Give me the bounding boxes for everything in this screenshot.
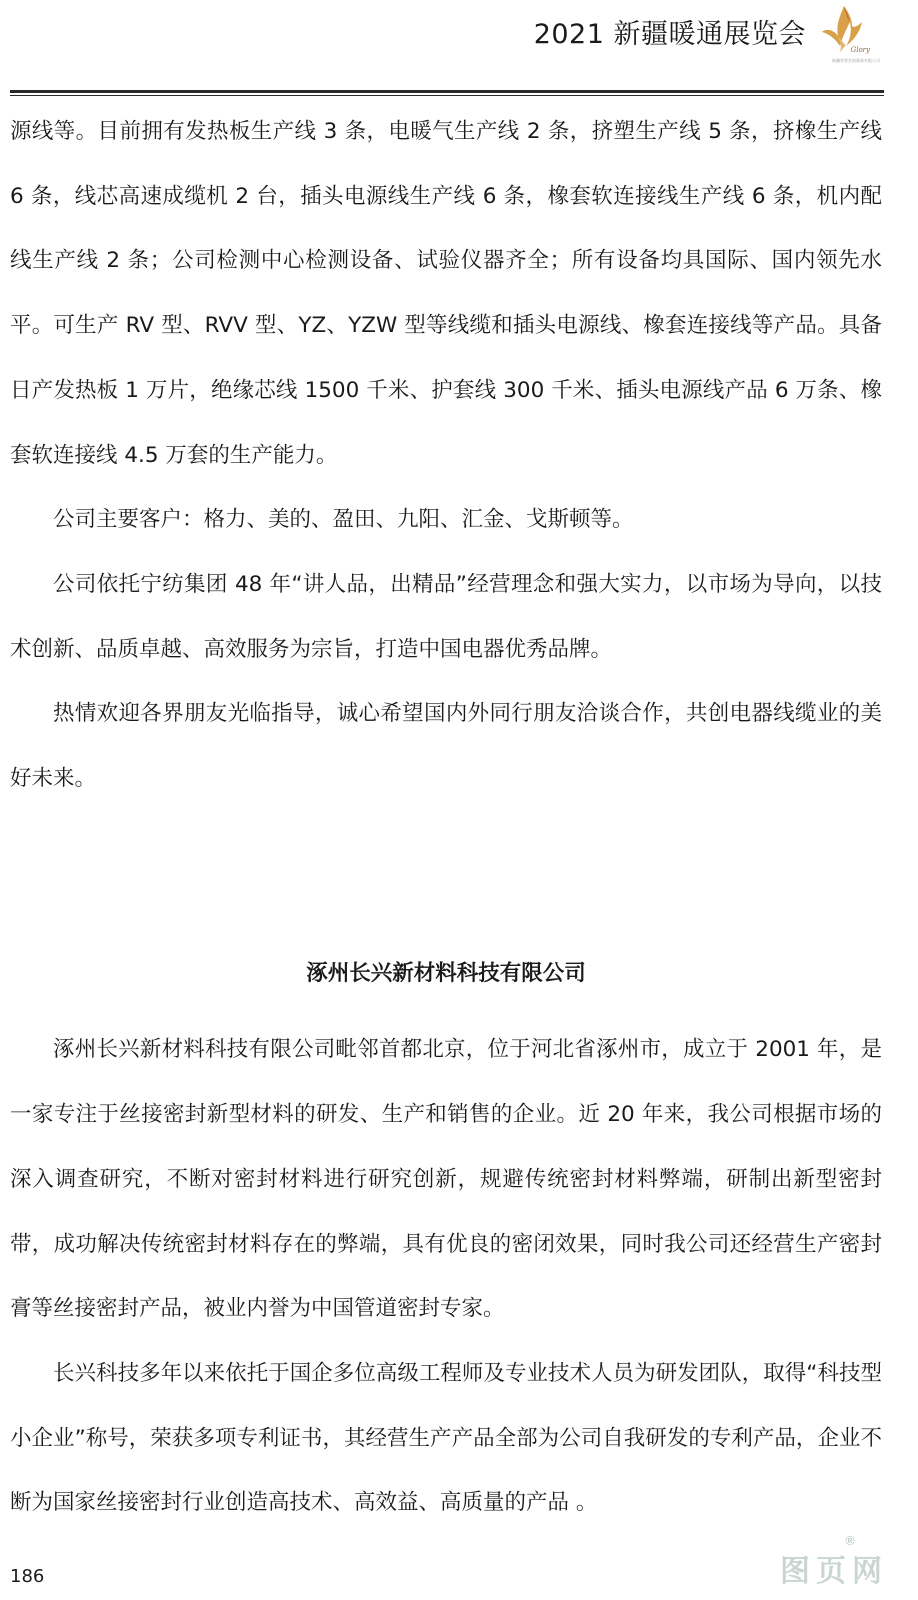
paragraph-customers: 公司主要客户：格力、美的、盈田、九阳、汇金、戈斯顿等。 <box>53 507 634 533</box>
paragraph-company-intro: 涿州长兴新材料科技有限公司毗邻首都北京，位于河北省涿州市，成立于 2001 年，是一家专注于丝接密封新型材料的研发、生产和销售的企业。近 20 年来，我公司根据市场的深入调查研究，不断对密封材料进行研究创新，规避传统密封材料弊端，研制出新型密封带，成功解决传统密封材料存在的弊端，具有优良的密闭效果，同时我公司还经营生产密封膏等丝接密封产品，被业内誉为中国管道密封专家。 <box>10 1037 882 1322</box>
paragraph-philosophy: 公司依托宁纺集团 48 年“讲人品，出精品”经营理念和强大实力，以市场为导向，以技术创新、品质卓越、高效服务为宗旨，打造中国电器优秀品牌。 <box>10 571 882 662</box>
paragraph-company-tech: 长兴科技多年以来依托于国企多位高级工程师及专业技术人员为研发团队，取得“科技型小企业”称号，荣获多项专利证书，其经营生产产品全部为公司自我研发的专利产品，企业不断为国家丝接密封行业创造高技术、高效益、高质量的产品 。 <box>10 1360 882 1516</box>
paragraph-continuation: 源线等。目前拥有发热板生产线 3 条，电暖气生产线 2 条，挤塑生产线 5 条，挤橡生产线 6 条，线芯高速成缆机 2 台，插头电源线生产线 6 条，橡套软连接线生产线 6 条，机内配线生产线 2 条；公司检测中心检测设备、试验仪器齐全；所有设备均具国际、国内领先水平。可生产 RV 型、RVV 型、YZ、YZW 型等线缆和插头电源线、橡套连接线等产品。具备日产发热板 1 万片，绝缘芯线 1500 千米、护套线 300 千米、插头电源线产品 6 万条、橡套软连接线 4.5 万套的生产能力。 <box>10 119 882 468</box>
section-spacer <box>10 812 882 942</box>
company-heading: 涿州长兴新材料科技有限公司 <box>306 960 586 986</box>
logo-script-text: Glory <box>850 46 870 54</box>
page-content <box>10 100 882 1536</box>
paragraph-welcome: 热情欢迎各界朋友光临指导，诚心希望国内外同行朋友洽谈合作，共创电器线缆业的美好未来。 <box>10 701 882 792</box>
header-title: 2021 新疆暖通展览会 <box>533 19 806 50</box>
page-number: 186 <box>10 1566 45 1587</box>
header-rule-thin <box>10 95 884 96</box>
watermark-registered-mark: ® <box>844 1534 856 1548</box>
page-header <box>0 0 918 96</box>
header-rule-thick <box>10 90 884 93</box>
logo-subtitle: 新疆荣誉会展服务有限公司 <box>832 58 880 63</box>
watermark: 图页网 <box>780 1554 888 1589</box>
phoenix-logo-icon <box>816 2 872 64</box>
